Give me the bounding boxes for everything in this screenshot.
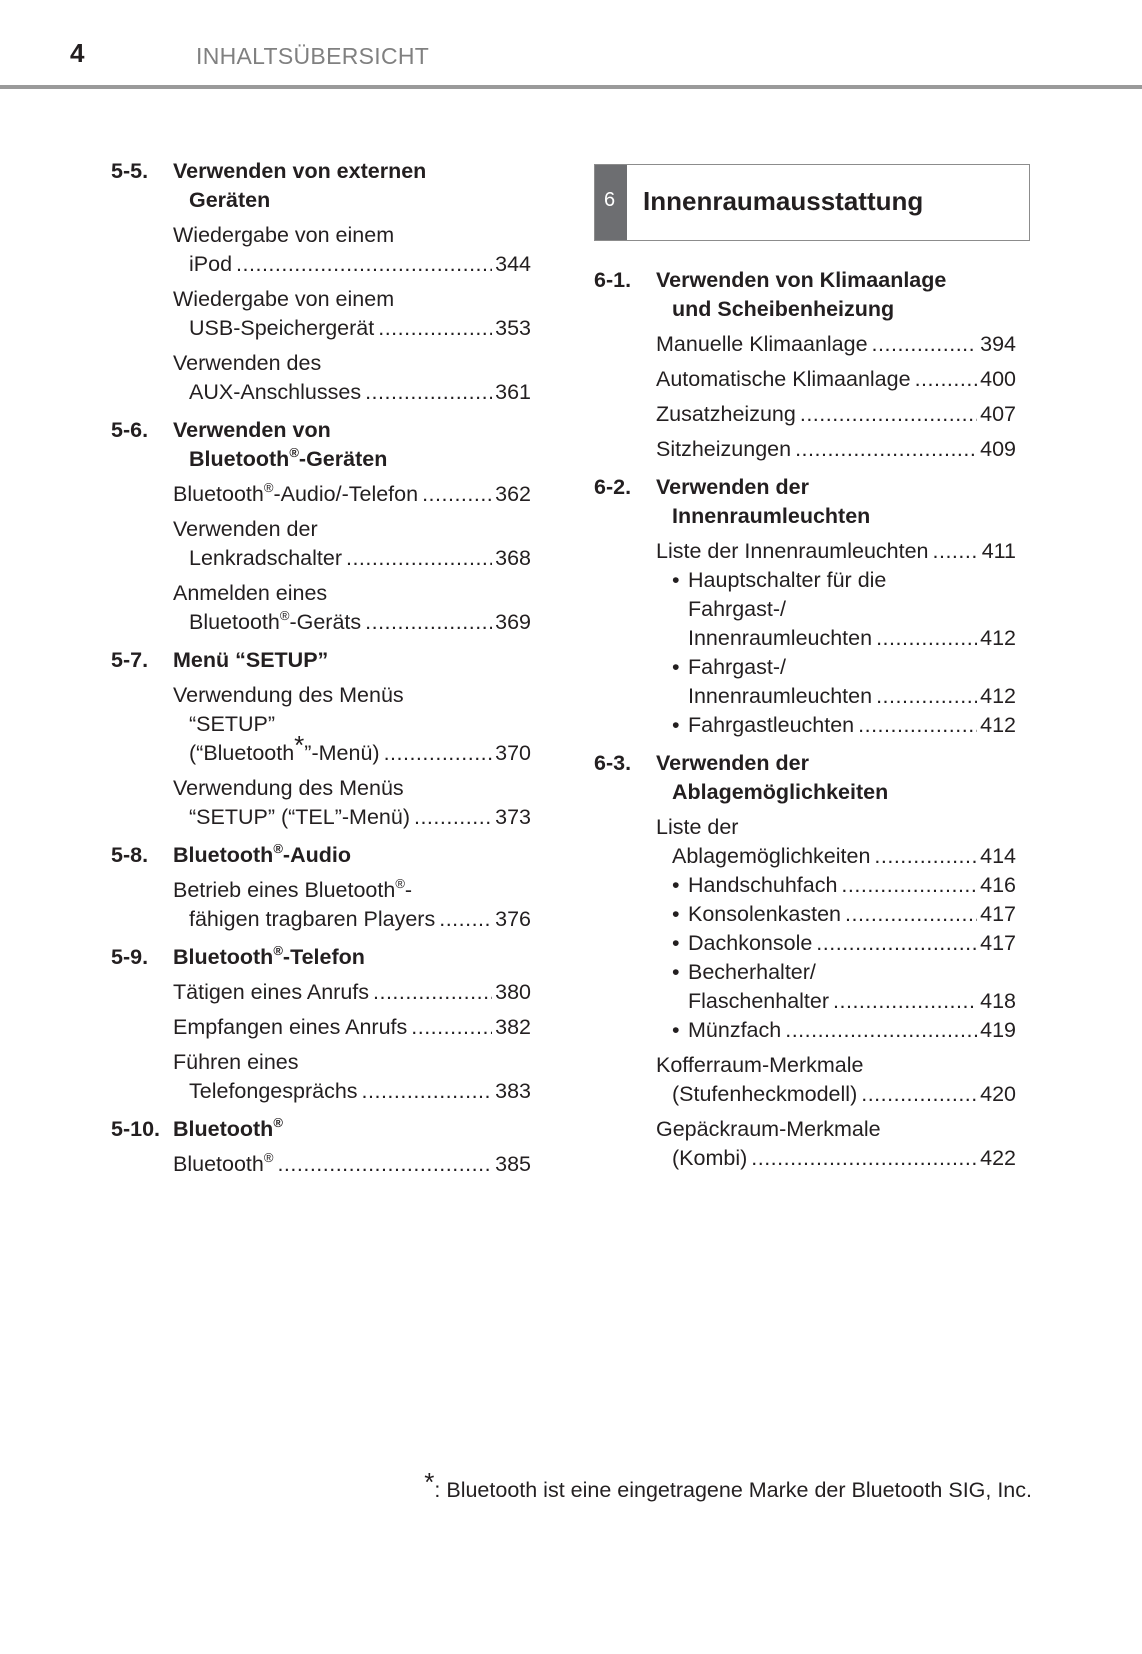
section-title: Bluetooth® <box>173 1115 283 1141</box>
entry-text: iPod <box>189 252 233 276</box>
entry-leader <box>173 250 531 279</box>
toc-subentry-coin-box[interactable] <box>656 1016 1016 1045</box>
entry-text: Anmelden eines <box>173 581 328 605</box>
toc-section-6-3[interactable] <box>594 749 1016 807</box>
toc-entry-auto-ac[interactable] <box>594 365 1016 394</box>
toc-entry-ipod[interactable] <box>111 221 531 279</box>
section-title: Bluetooth®-Telefon <box>173 943 365 969</box>
toc-entry-storage-list[interactable] <box>594 813 1016 1045</box>
section-title-cont: und Scheibenheizung <box>672 297 895 321</box>
entry-text: Bluetooth®-Audio/-Telefon <box>173 480 419 506</box>
dot-leader <box>365 378 492 407</box>
toc-entry-make-call[interactable] <box>111 978 531 1007</box>
page-ref: 370 <box>495 741 531 765</box>
entry-leader <box>656 842 1016 871</box>
dot-leader <box>365 608 492 637</box>
entry-leader <box>173 608 531 637</box>
section-title: Verwenden der <box>656 751 809 775</box>
page-ref: 368 <box>495 546 531 570</box>
toc-right-column <box>594 266 1016 1173</box>
dot-leader <box>422 480 492 509</box>
entry-leader <box>656 537 1016 566</box>
chapter-tab <box>595 165 627 240</box>
entry-text: Liste der Innenraumleuchten <box>656 539 929 563</box>
entry-text: Telefongesprächs <box>189 1079 358 1103</box>
entry-text: Dachkonsole <box>688 931 813 955</box>
toc-entry-cargo-wagon[interactable] <box>594 1115 1016 1173</box>
chapter-number: 6 <box>604 189 616 211</box>
section-number: 5-7. <box>111 648 149 672</box>
page-ref: 385 <box>495 1152 531 1176</box>
entry-text: Tätigen eines Anrufs <box>173 980 370 1004</box>
entry-leader <box>656 400 1016 429</box>
entry-leader <box>173 314 531 343</box>
entry-leader <box>672 682 1016 711</box>
entry-leader <box>173 378 531 407</box>
entry-text: Becherhalter/ <box>688 960 816 984</box>
toc-section-5-6[interactable] <box>111 416 531 474</box>
page-header <box>0 0 1142 92</box>
page-ref: 418 <box>980 989 1016 1013</box>
toc-subentry-console-box[interactable] <box>656 900 1016 929</box>
dot-leader <box>439 905 492 934</box>
toc-subentry-glovebox[interactable] <box>656 871 1016 900</box>
dot-leader <box>858 711 977 740</box>
entry-text: (Kombi) <box>672 1146 748 1170</box>
page-ref: 412 <box>980 684 1016 708</box>
toc-section-5-9[interactable] <box>111 943 531 972</box>
entry-leader <box>173 978 531 1007</box>
section-title-cont: Bluetooth®-Geräten <box>189 445 388 471</box>
dot-leader <box>876 682 977 711</box>
entry-text: Wiedergabe von einem <box>173 223 395 247</box>
page-ref: 419 <box>980 1018 1016 1042</box>
entry-text: fähigen tragbaren Players <box>189 907 436 931</box>
dot-leader <box>800 400 977 429</box>
page-ref: 382 <box>495 1015 531 1039</box>
toc-section-5-7[interactable] <box>111 646 531 675</box>
page-ref: 369 <box>495 610 531 634</box>
toc-section-5-10[interactable] <box>111 1115 531 1144</box>
page-ref: 362 <box>495 482 531 506</box>
page-ref: 373 <box>495 805 531 829</box>
bullet-icon: • <box>672 873 680 897</box>
entry-text: “SETUP” <box>189 712 275 736</box>
page-ref: 417 <box>980 902 1016 926</box>
entry-leader <box>656 365 1016 394</box>
entry-leader <box>672 900 1016 929</box>
chapter-title: Innenraumausstattung <box>643 186 924 216</box>
entry-text: Innenraumleuchten <box>688 684 873 708</box>
section-title: Menü “SETUP” <box>173 648 329 672</box>
dot-leader <box>876 624 977 653</box>
dot-leader <box>845 900 977 929</box>
toc-section-5-8[interactable] <box>111 841 531 870</box>
entry-text: Wiedergabe von einem <box>173 287 395 311</box>
toc-entry-aux[interactable] <box>111 349 531 407</box>
entry-leader <box>173 1150 531 1179</box>
dot-leader <box>841 871 977 900</box>
entry-leader <box>173 803 531 832</box>
entry-text: Automatische Klimaanlage <box>656 367 911 391</box>
entry-leader <box>173 730 531 768</box>
section-number: 5-6. <box>111 418 149 442</box>
entry-text: Handschuhfach <box>688 873 838 897</box>
toc-section-6-1[interactable] <box>594 266 1016 324</box>
toc-entry-interior-lights-list[interactable] <box>594 537 1016 740</box>
header-rule <box>0 85 1142 89</box>
section-title: Bluetooth®-Audio <box>173 841 351 867</box>
dot-leader <box>833 987 977 1016</box>
bullet-icon: • <box>672 713 680 737</box>
dot-leader <box>411 1013 492 1042</box>
toc-entry-seat-heaters[interactable] <box>594 435 1016 464</box>
dot-leader <box>236 250 492 279</box>
dot-leader <box>872 330 978 359</box>
entry-text: Empfangen eines Anrufs <box>173 1015 408 1039</box>
section-number: 5-9. <box>111 945 149 969</box>
section-title-cont: Geräten <box>189 188 271 212</box>
section-number: 5-5. <box>111 159 149 183</box>
page-ref: 380 <box>495 980 531 1004</box>
toc-entry-bluetooth[interactable] <box>111 1150 531 1179</box>
bullet-icon: • <box>672 1018 680 1042</box>
section-title: Verwenden der <box>656 475 809 499</box>
entry-text: Fahrgast-/ <box>688 655 786 679</box>
page-ref: 416 <box>980 873 1016 897</box>
toc-section-5-5[interactable] <box>111 157 531 215</box>
section-title-cont: Ablagemöglichkeiten <box>672 780 889 804</box>
dot-leader <box>277 1150 492 1179</box>
section-number: 6-3. <box>594 751 632 775</box>
dot-leader <box>933 537 979 566</box>
toc-entry-setup-tel[interactable] <box>111 774 531 832</box>
dot-leader <box>378 314 492 343</box>
entry-leader <box>672 1016 1016 1045</box>
entry-text: Kofferraum-Merkmale <box>656 1053 864 1077</box>
dot-leader <box>915 365 978 394</box>
page-number: 4 <box>70 38 85 68</box>
toc-entry-portable-player[interactable] <box>111 876 531 934</box>
entry-leader <box>656 435 1016 464</box>
page-ref: 353 <box>495 316 531 340</box>
header-title: INHALTSÜBERSICHT <box>196 43 430 69</box>
section-number: 5-10. <box>111 1117 161 1141</box>
entry-text: USB-Speichergerät <box>189 316 375 340</box>
entry-text: Verwenden der <box>173 517 318 541</box>
page-ref: 361 <box>495 380 531 404</box>
page-ref: 412 <box>980 626 1016 650</box>
toc-subentry-passenger-lights[interactable] <box>656 711 1016 740</box>
entry-text: Bluetooth®-Geräts <box>189 608 362 634</box>
entry-text: (“Bluetooth*”-Menü) <box>189 730 380 765</box>
toc-left-column <box>111 157 531 1179</box>
section-number: 6-1. <box>594 268 632 292</box>
toc-subentry-main-switch[interactable] <box>656 566 1016 653</box>
entry-leader <box>672 624 1016 653</box>
bullet-icon: • <box>672 960 680 984</box>
entry-text: Zusatzheizung <box>656 402 796 426</box>
dot-leader <box>414 803 492 832</box>
entry-text: Hauptschalter für die <box>688 568 887 592</box>
footnote-text: : Bluetooth ist eine eingetragene Marke der Bluetooth SIG, Inc. <box>434 1478 1032 1502</box>
footnote-marker: * <box>424 1467 435 1497</box>
entry-text: Verwendung des Menüs <box>173 683 404 707</box>
page-ref: 409 <box>980 437 1016 461</box>
entry-text: Konsolenkasten <box>688 902 841 926</box>
toc-entry-usb[interactable] <box>111 285 531 343</box>
section-number: 6-2. <box>594 475 632 499</box>
bullet-icon: • <box>672 568 680 592</box>
toc-entry-aux-heater[interactable] <box>594 400 1016 429</box>
bullet-icon: • <box>672 902 680 926</box>
entry-text: Betrieb eines Bluetooth®- <box>173 876 413 902</box>
entry-leader <box>173 905 531 934</box>
page-ref: 383 <box>495 1079 531 1103</box>
dot-leader <box>795 435 977 464</box>
page-ref: 376 <box>495 907 531 931</box>
footnote <box>424 1467 1032 1503</box>
entry-text: (Stufenheckmodell) <box>672 1082 858 1106</box>
entry-text: AUX-Anschlusses <box>189 380 362 404</box>
dot-leader <box>861 1080 977 1109</box>
entry-text: Innenraumleuchten <box>688 626 873 650</box>
section-title: Verwenden von Klimaanlage <box>656 268 947 292</box>
entry-text: Flaschenhalter <box>688 989 830 1013</box>
section-title: Verwenden von externen <box>173 159 427 183</box>
entry-text: Fahrgastleuchten <box>688 713 855 737</box>
bullet-icon: • <box>672 655 680 679</box>
page-ref: 420 <box>980 1082 1016 1106</box>
page-ref: 407 <box>980 402 1016 426</box>
entry-text: Ablagemöglichkeiten <box>672 844 871 868</box>
page-ref: 422 <box>980 1146 1016 1170</box>
entry-text: Gepäckraum-Merkmale <box>656 1117 881 1141</box>
entry-leader <box>173 480 531 509</box>
dot-leader <box>816 929 977 958</box>
toc-entry-steering-switches[interactable] <box>111 515 531 573</box>
entry-leader <box>672 871 1016 900</box>
entry-text: Sitzheizungen <box>656 437 792 461</box>
entry-leader <box>173 1013 531 1042</box>
toc-entry-setup-bluetooth[interactable] <box>111 681 531 768</box>
entry-text: Liste der <box>656 815 739 839</box>
page-ref: 400 <box>980 367 1016 391</box>
page-ref: 411 <box>981 539 1016 563</box>
toc-entry-bt-audio-phone[interactable] <box>111 480 531 509</box>
dot-leader <box>373 978 492 1007</box>
toc-subentry-passenger-interior[interactable] <box>656 653 1016 711</box>
chapter-heading-box[interactable] <box>594 164 1030 241</box>
toc-entry-trunk-sedan[interactable] <box>594 1051 1016 1109</box>
entry-leader <box>173 1077 531 1106</box>
entry-text: Bluetooth® <box>173 1150 274 1176</box>
section-title-cont: Innenraumleuchten <box>672 504 871 528</box>
dot-leader <box>785 1016 977 1045</box>
entry-text: Führen eines <box>173 1050 299 1074</box>
dot-leader <box>362 1077 493 1106</box>
entry-text: Verwenden des <box>173 351 322 375</box>
section-title: Verwenden von <box>173 418 331 442</box>
entry-leader <box>672 711 1016 740</box>
dot-leader <box>874 842 977 871</box>
entry-text: “SETUP” (“TEL”-Menü) <box>189 805 410 829</box>
toc-subentry-cup-holder[interactable] <box>656 958 1016 1016</box>
entry-text: Verwendung des Menüs <box>173 776 404 800</box>
dot-leader <box>384 739 493 768</box>
section-number: 5-8. <box>111 843 149 867</box>
page-ref: 417 <box>980 931 1016 955</box>
toc-entry-manual-ac[interactable] <box>594 330 1016 359</box>
toc-entry-receive-call[interactable] <box>111 1013 531 1042</box>
toc-entry-phone-talk[interactable] <box>111 1048 531 1106</box>
bullet-icon: • <box>672 931 680 955</box>
page-ref: 344 <box>495 252 531 276</box>
dot-leader <box>751 1144 977 1173</box>
toc-subentry-roof-console[interactable] <box>656 929 1016 958</box>
entry-text: Manuelle Klimaanlage <box>656 332 868 356</box>
page-ref: 412 <box>980 713 1016 737</box>
entry-leader <box>672 929 1016 958</box>
entry-leader <box>173 544 531 573</box>
toc-section-6-2[interactable] <box>594 473 1016 531</box>
entry-leader <box>672 987 1016 1016</box>
entry-leader <box>656 1144 1016 1173</box>
page-ref: 414 <box>980 844 1016 868</box>
entry-text: Münzfach <box>688 1018 782 1042</box>
entry-text: Lenkradschalter <box>189 546 342 570</box>
entry-leader <box>656 330 1016 359</box>
page-ref: 394 <box>980 332 1016 356</box>
entry-text: Fahrgast-/ <box>688 597 786 621</box>
toc-entry-register-device[interactable] <box>111 579 531 637</box>
entry-leader <box>656 1080 1016 1109</box>
dot-leader <box>346 544 492 573</box>
